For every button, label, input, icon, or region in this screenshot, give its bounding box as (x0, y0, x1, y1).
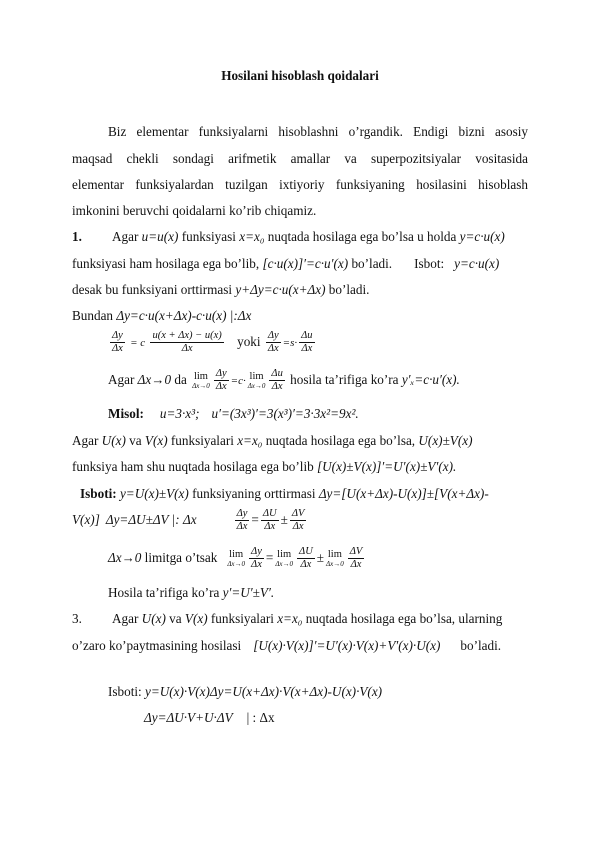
rule1-line-4: Bundan Δy=c·u(x+Δx)-c·u(x) |:Δx (72, 308, 252, 323)
rule3-line-2: o’zaro ko’paytmasining hosilasi [U(x)·V(x)]′=U′(x)·V(x)+V′(x)·U(x) bo’ladi. (72, 638, 502, 653)
rule3-line-1: 3. Agar U(x) va V(x) funksiyalari x=x₀ nuqtada hosilaga ega bo’lsa, ularning (72, 611, 503, 626)
rule2-limit-line: Δx→0 limitga o’tsak lim Δx→0 $\frac{\Delta y}{\Delta x}$ = lim Δx→0 $\frac{\Delta U}{\Delta x}$ ± lim Δx→0 $\frac{\Delta V}{\Delta x}$ (108, 546, 363, 571)
rule3-proof-line-2: Δy=ΔU·V+U·ΔV | : Δx (144, 710, 275, 725)
intro-line-1: Biz elementar funksiyalarni hisoblashni o’rgandik. Endigi bizni asosiy (108, 124, 528, 139)
rule2-conclusion: Hosila ta’rifiga ko’ra y′=U′±V′. (108, 585, 275, 600)
rule1-example: Misol: u=3·x³; u′=(3x³)′=3(x³)′=3·3x²=9x². (108, 406, 359, 421)
page-title: Hosilani hisoblash qoidalari (221, 68, 379, 83)
rule1-number: 1. (72, 229, 82, 244)
rule1-fraction-formula: $\frac{\Delta y}{\Delta x}$ = c $\frac{u(x + \Delta x) - u(x)}{\Delta x}$ yoki $\frac{\Delta y}{\Delta x}$ =s· $\frac{\Delta u}{\Delta x}$ (112, 330, 313, 355)
rule1-line-1: 1. Agar u=u(x) funksiyasi x=x₀ nuqtada hosilaga ega bo’lsa u holda y=c·u(x) (72, 229, 505, 244)
rule1-line-3: desak bu funksiyani orttirmasi y+Δy=c·u(x+Δx) bo’ladi. (72, 282, 370, 297)
intro-line-2: maqsad chekli sondagi arifmetik amallar va superpozitsiyalar vositasida (72, 151, 528, 166)
intro-line-4: imkonini beruvchi qoidalarni ko’rib chiqamiz. (72, 203, 317, 218)
rule1-limit-line: Agar Δx→0 da lim Δx→0 $\frac{\Delta y}{\Delta x}$ =c· lim Δx→0 $\frac{\Delta u}{\Delta x}$ hosila ta’rifiga ko’ra y′ₓ=c·u′(x). (108, 368, 460, 393)
rule1-line-2: funksiyasi ham hosilaga ega bo’lib, [c·u(x)]′=c·u′(x) bo’ladi. Isbot: y=c·u(x) (72, 256, 500, 271)
rule3-number: 3. (72, 611, 82, 626)
rule2-line-3: Isboti: y=U(x)±V(x) funksiyaning orttirmasi Δy=[U(x+Δx)-U(x)]±[V(x+Δx)- (80, 486, 489, 501)
rule2-line-2: funksiya ham shu nuqtada hosilaga ega bo’lib [U(x)±V(x)]′=U′(x)±V′(x). (72, 459, 457, 474)
rule3-proof-line-1: Isboti: y=U(x)·V(x)Δy=U(x+Δx)·V(x+Δx)-U(x)·V(x) (108, 684, 383, 699)
rule2-line-1: Agar U(x) va V(x) funksiyalari x=x₀ nuqtada hosilaga ega bo’lsa, U(x)±V(x) (72, 433, 473, 448)
rule2-line-4: V(x)] Δy=ΔU±ΔV |: Δx $\frac{\Delta y}{\Delta x}$ = $\frac{\Delta U}{\Delta x}$ ± $\frac{\Delta V}{\Delta x}$ (72, 508, 305, 533)
intro-line-3: elementar funksiyalardan tuzilgan ixtiyoriy funksiyaning hosilasini hisoblash (72, 177, 528, 192)
